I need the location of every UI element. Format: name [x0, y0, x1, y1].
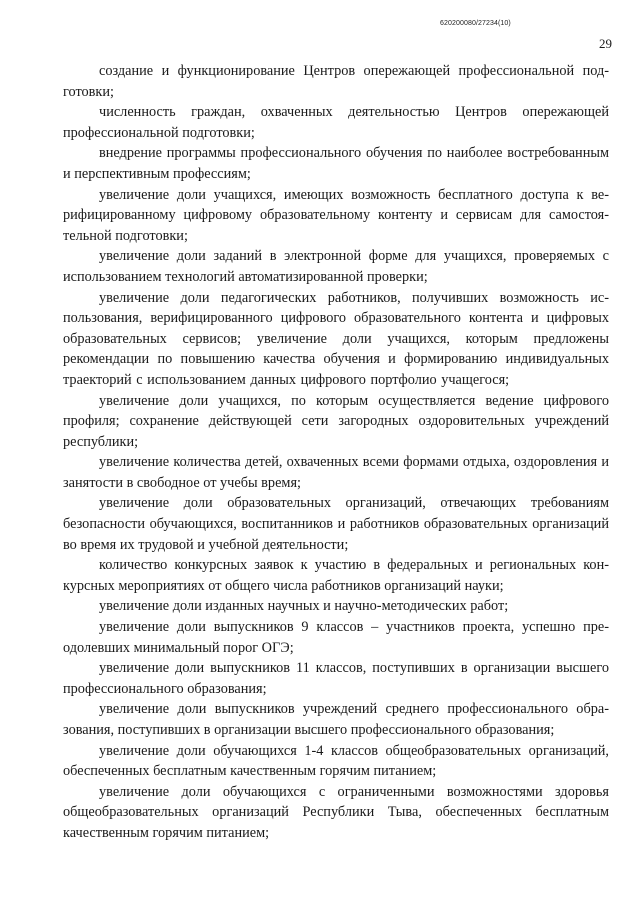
- paragraph: увеличение доли заданий в электронной форме для учащихся, проверяемых с использованием технологий автоматизированной проверки;: [63, 248, 609, 285]
- paragraph: увеличение доли образовательных организаций, отвечающих требованиям безопасности обучающихся, воспитанников и работников образовательных организаций во время их трудовой и учебной деятельности;: [63, 495, 609, 553]
- paragraph: увеличение доли выпускников учреждений среднего профессионального образования, поступивших в организации высшего профессионального образования;: [63, 701, 609, 738]
- paragraph: увеличение доли учащихся, имеющих возможность бесплатного доступа к верифицированному цифровому образовательному контенту и сервисам для самостоятельной подготовки;: [63, 186, 609, 244]
- paragraph: увеличение доли выпускников 11 классов, поступивших в организации высшего профессионального образования;: [63, 660, 609, 697]
- document-body: [63, 61, 609, 844]
- paragraph: увеличение количества детей, охваченных всеми формами отдыха, оздоровления и занятости в свободное от учебы время;: [63, 454, 609, 491]
- paragraph: увеличение доли педагогических работников, получивших возможность использования, верифицированного цифрового образовательного контента и цифровых образовательных сервисов; увеличение доли учащихся, которым предложены рекомендации по повышению качества обучения и формированию индивидуальных траекторий с использованием данных цифрового портфолио учащегося;: [63, 289, 609, 388]
- paragraph: увеличение доли изданных научных и научно-методических работ;: [99, 598, 509, 615]
- paragraph: увеличение доли обучающихся с ограниченными возможностями здоровья общеобразовательных организаций Республики Тыва, обеспеченных бесплатным качественным горячим питанием;: [63, 783, 609, 841]
- paragraph: увеличение доли обучающихся 1-4 классов общеобразовательных организаций, обеспеченных бесплатным качественным горячим питанием;: [63, 742, 609, 780]
- document-code: 620200080/27234(10): [440, 20, 511, 27]
- paragraph: увеличение доли учащихся, по которым осуществляется ведение цифрового профиля; сохранение действующей сети загородных оздоровительных учреждений республики;: [63, 392, 609, 450]
- paragraph: численность граждан, охваченных деятельностью Центров опережающей профессиональной подготовки;: [63, 104, 609, 141]
- paragraph: создание и функционирование Центров опережающей профессиональной подготовки;: [63, 63, 609, 100]
- paragraph: внедрение программы профессионального обучения по наиболее востребованным и перспективным профессиям;: [63, 145, 609, 182]
- paragraph: увеличение доли выпускников 9 классов – участников проекта, успешно преодолевших минимальный порог ОГЭ;: [63, 619, 609, 656]
- paragraph: количество конкурсных заявок к участию в федеральных и региональных конкурсных мероприятиях от общего числа работников организаций науки;: [63, 557, 609, 594]
- page-number: 29: [599, 36, 612, 51]
